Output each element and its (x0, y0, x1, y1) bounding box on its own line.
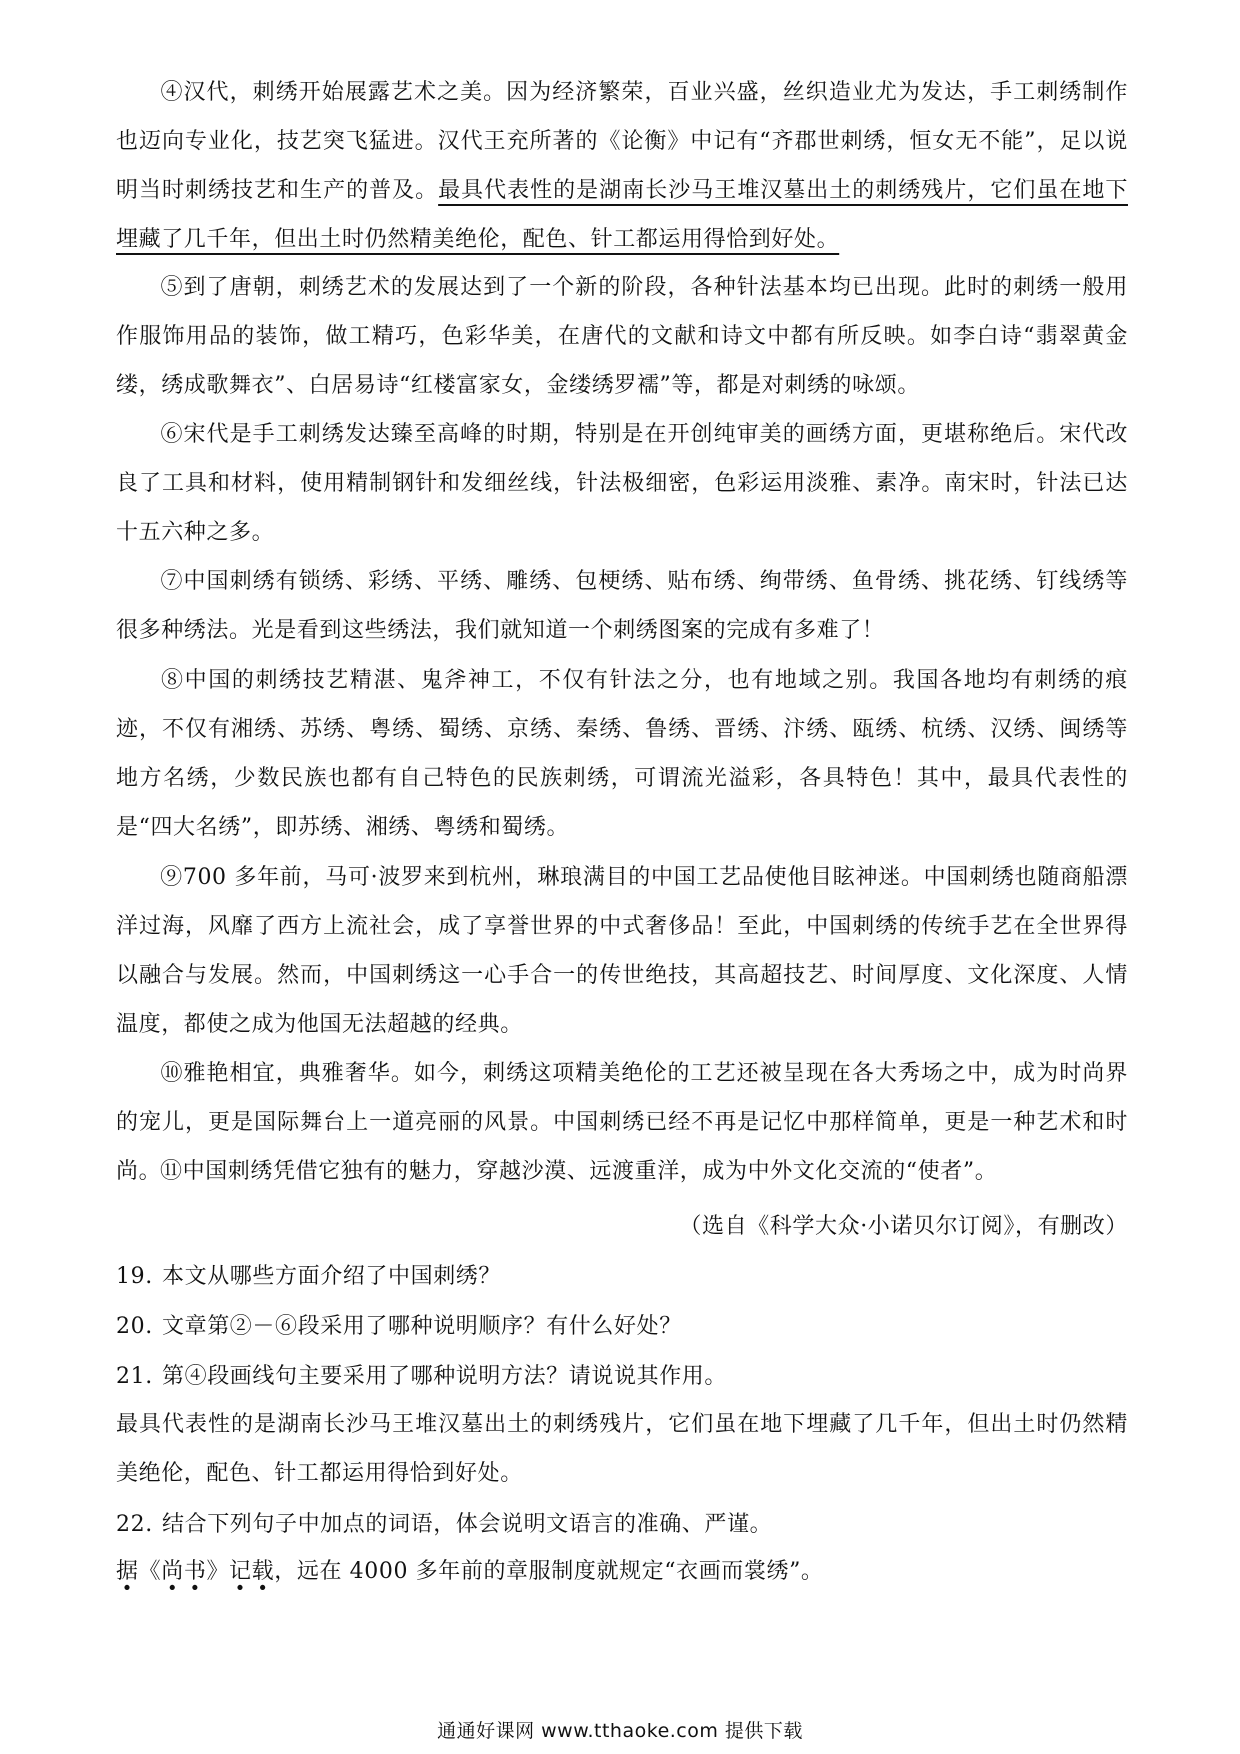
paragraph-text: 700 多年前，马可·波罗来到杭州，琳琅满目的中国工艺品使他目眩神迷。中国刺绣也随商船漂洋过海，风靡了西方上流社会，成了享誉世界的中式奢侈品！至此，中国刺绣的传统手艺在全世界得以融合与发展。然而，中国刺绣这一心手合一的传世绝技，其高超技艺、时间厚度、文化深度、人情温度，都使之成为他国无法超越的经典。 (116, 865, 1128, 1037)
source-citation: （选自《科学大众·小诺贝尔订阅》，有删改） (679, 1214, 1128, 1239)
paragraph-text: 中国的刺绣技艺精湛、鬼斧神工，不仅有针法之分，也有地域之别。我国各地均有刺绣的痕迹，不仅有湘绣、苏绣、粤绣、蜀绣、京绣、秦绣、鲁绣、晋绣、汴绣、瓯绣、杭绣、汉绣、闽绣等地方名绣，少数民族也都有自己特色的民族刺绣，可谓流光溢彩，各具特色！其中，最具代表性的是“四大名绣”，即苏绣、湘绣、粤绣和蜀绣。 (116, 668, 1128, 840)
dotted-char: 记 (229, 1559, 252, 1584)
dotted-char: 尚 (161, 1559, 184, 1584)
paragraph-mark: ⑩ (160, 1061, 184, 1086)
paragraph-mark: ⑨ (160, 865, 183, 890)
dotted-char: 载 (251, 1559, 275, 1584)
paragraph-6 (116, 410, 1128, 557)
paragraph-mark: ④ (160, 80, 184, 105)
paragraph-text: 宋代是手工刺绣发达臻至高峰的时期，特别是在开创纯审美的画绣方面，更堪称绝后。宋代改良了工具和材料，使用精制钢针和发细丝线，针法极细密，色彩运用淡雅、素净。南宋时，针法已达十五六种之多。 (116, 422, 1128, 545)
paragraph-text: 雅艳相宜，典雅奢华。如今，刺绣这项精美绝伦的工艺还被呈现在各大秀场之中，成为时尚界的宠儿，更是国际舞台上一道亮丽的风景。中国刺绣已经不再是记忆中那样简单，更是一种艺术和时尚。 (116, 1061, 1128, 1184)
paragraph-mark: ⑧ (160, 668, 185, 693)
question-number: 19. (116, 1264, 153, 1289)
question-text: 本文从哪些方面介绍了中国刺绣？ (162, 1264, 502, 1289)
question-20 (116, 1312, 1128, 1342)
paragraph-mark: ⑤ (160, 275, 184, 300)
paragraph-text: 中国刺绣有锁绣、彩绣、平绣、雕绣、包梗绣、贴布绣、绚带绣、鱼骨绣、挑花绣、钉线绣等很多种绣法。光是看到这些绣法，我们就知道一个刺绣图案的完成有多难了！ (116, 569, 1128, 643)
paragraph-4 (116, 68, 1128, 264)
footer-download-note: 通通好课网 www.tthaoke.com 提供下载 (437, 1720, 803, 1742)
question-number: 21. (116, 1364, 153, 1389)
paragraph-mark: ⑦ (160, 569, 184, 594)
paragraph-7 (116, 557, 1128, 655)
paragraph-text: 到了唐朝，刺绣艺术的发展达到了一个新的阶段，各种针法基本均已出现。此时的刺绣一般用作服饰用品的装饰，做工精巧，色彩华美，在唐代的文献和诗文中都有所反映。如李白诗“翡翠黄金缕，绣成歌舞衣”、白居易诗“红楼富家女，金缕绣罗襦”等，都是对刺绣的咏颂。 (116, 275, 1128, 398)
question-number: 22. (116, 1512, 153, 1537)
dotted-char: 《 (138, 1559, 162, 1584)
paragraph-5 (116, 263, 1128, 410)
question-19 (116, 1262, 1128, 1292)
question-21 (116, 1362, 1128, 1392)
question-text: 文章第②－⑥段采用了哪种说明顺序？有什么好处？ (162, 1314, 682, 1339)
dotted-char: 》 (206, 1559, 230, 1584)
question-22-sentence (116, 1557, 1128, 1587)
paragraph-mark: ⑥ (160, 422, 184, 447)
question-22 (116, 1510, 1128, 1540)
dotted-char: 据 (116, 1559, 139, 1584)
paragraph-text: 中国刺绣凭借它独有的魅力，穿越沙漠、远渡重洋，成为中外文化交流的“使者”。 (182, 1159, 998, 1184)
paragraph-9 (116, 853, 1128, 1049)
paragraph-text: 汉代，刺绣开始展露艺术之美。因为经济繁荣，百业兴盛，丝织造业尤为发达，手工刺绣制作也迈向专业化，技艺突飞猛进。汉代王充所著的《论衡》中记有“齐郡世刺绣，恒女无不能”，足以说明当时刺绣技艺和生产的普及。 (116, 80, 1128, 203)
dotted-char: 书 (183, 1559, 207, 1584)
paragraph-mark: ⑪ (160, 1159, 183, 1184)
dotted-words (116, 1559, 274, 1584)
sentence-rest: ，远在 4000 多年前的章服制度就规定“衣画而裳绣”。 (274, 1559, 824, 1584)
question-text: 第④段画线句主要采用了哪种说明方法？请说说其作用。 (162, 1364, 728, 1389)
paragraph-11 (116, 1147, 1128, 1196)
paragraph-8 (116, 656, 1128, 852)
question-text: 结合下列句子中加点的词语，体会说明文语言的准确、严谨。 (162, 1512, 773, 1537)
question-21-quote: 最具代表性的是湖南长沙马王堆汉墓出土的刺绣残片，它们虽在地下埋藏了几千年，但出土时仍然精美绝伦，配色、针工都运用得恰到好处。 (116, 1412, 1128, 1486)
question-number: 20. (116, 1314, 153, 1339)
underlined-sentence: 最具代表性的是湖南长沙马王堆汉墓出土的刺绣残片，它们虽在地下埋藏了几千年，但出土时仍然精美绝伦，配色、针工都运用得恰到好处。 (116, 178, 1128, 252)
